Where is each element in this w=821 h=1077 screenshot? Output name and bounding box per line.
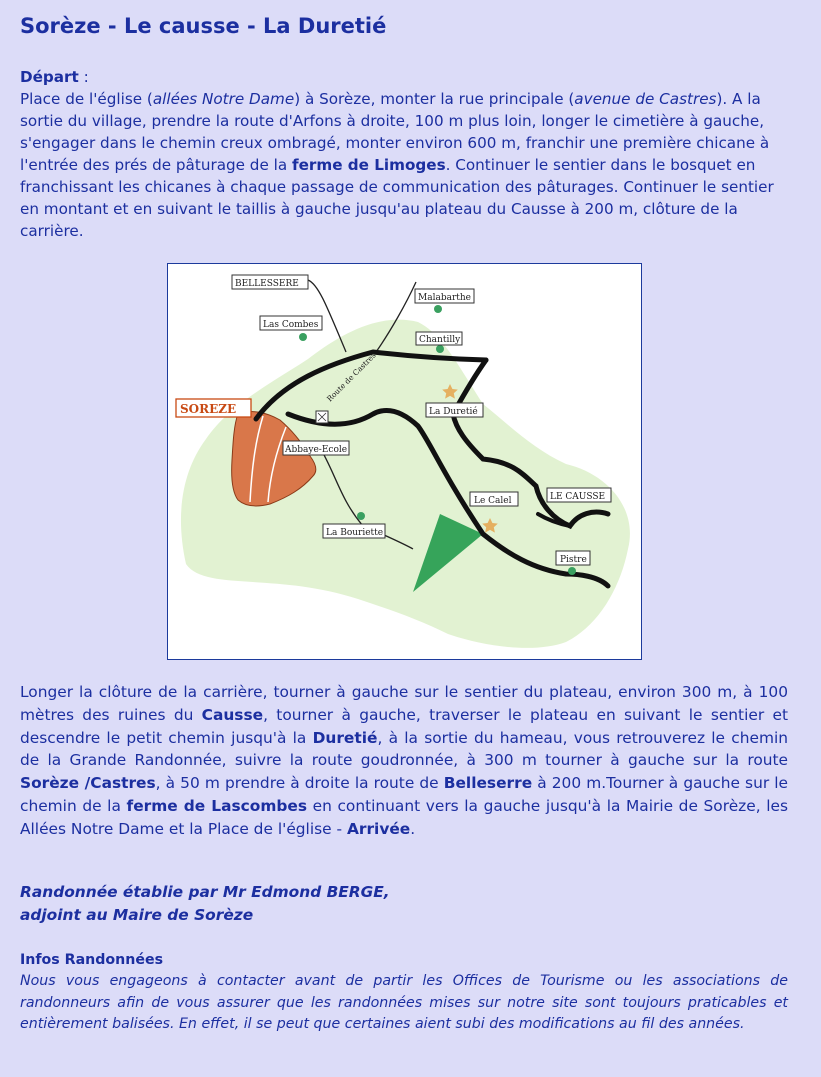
depart-bold-1: ferme de Limoges bbox=[291, 156, 446, 174]
route-bold-arrivee: Arrivée bbox=[346, 819, 411, 838]
route-text-2: , tourner à gauche, traverser le plateau en suivant le sentier et descendre le petit chemin jusqu'à la bbox=[20, 705, 788, 747]
depart-colon: : bbox=[78, 68, 89, 86]
depart-label: Départ bbox=[20, 68, 79, 86]
map-label-bellessere: BELLESSERE bbox=[235, 279, 299, 289]
map-label-las-combes: Las Combes bbox=[263, 320, 319, 330]
map-label-soreze: SOREZE bbox=[180, 402, 237, 416]
map-dot-pistre bbox=[568, 567, 576, 575]
infos-title: Infos Randonnées bbox=[20, 952, 164, 968]
depart-text-2: ) à Sorèze, monter la rue principale ( bbox=[294, 90, 575, 108]
map-dot-las-combes bbox=[299, 333, 307, 341]
route-text-5: à 200 m.Tourner à gauche sur le chemin de la bbox=[20, 774, 788, 815]
infos-text: Nous vous engageons à contacter avant de partir les Offices de Tourisme ou les associations de randonneurs afin de vous assurer que les randonnées mises sur notre site sont toujours praticables et entièrement balisées. En effet, il se peut que certaines aient subi des modifications au fil des années. bbox=[20, 973, 788, 1033]
depart-italic-2: avenue de Castres bbox=[574, 90, 717, 108]
route-paragraph bbox=[20, 681, 788, 841]
page-title: Sorèze - Le causse - La Duretié bbox=[20, 14, 387, 38]
map-label-chantilly: Chantilly bbox=[419, 335, 461, 345]
map-label-le-causse: LE CAUSSE bbox=[550, 492, 606, 502]
depart-italic-1: allées Notre Dame bbox=[152, 90, 295, 108]
map-label-le-calel: Le Calel bbox=[474, 496, 512, 506]
depart-text-3: ). A la sortie du village, prendre la route d'Arfons à droite, 100 m plus loin, longer le cimetière à gauche, s'engager dans le chemin creux ombragé, monter environ 600 m, franchir une première chicane à l'entrée des prés de pâturage de la bbox=[20, 90, 770, 174]
route-text-6: en continuant vers la gauche jusqu'à la Mairie de Sorèze, les Allées Notre Dame et la Place de l'église - bbox=[20, 796, 788, 838]
map-label-abbaye: Abbaye-Ecole bbox=[285, 445, 348, 455]
depart-text-4: . Continuer le sentier dans le bosquet en franchissant les chicanes à chaque passage de communication des pâturages. Continuer le sentier en montant et en suivant le taillis à gauche jusqu'au plateau du Causse à 200 m, clôture de la carrière. bbox=[20, 156, 774, 240]
map-label-pistre: Pistre bbox=[560, 555, 587, 565]
route-bold-causse: Causse bbox=[201, 705, 264, 724]
route-text-7: . bbox=[410, 819, 416, 838]
map-dot-chantilly bbox=[436, 345, 444, 353]
route-text-4: , à 50 m prendre à droite la route de bbox=[155, 774, 444, 793]
signature-line-1: Randonnée établie par Mr Edmond BERGE, bbox=[20, 883, 390, 901]
depart-paragraph bbox=[20, 66, 792, 242]
route-text-3: , à la sortie du hameau, vous retrouverez le chemin de la Grande Randonnée, suivre la route goudronnée, à 300 m tourner à gauche sur la route bbox=[20, 728, 788, 770]
map-label-malabarthe: Malabarthe bbox=[418, 293, 471, 303]
map-label-route-castres: Route de Castres bbox=[325, 350, 378, 404]
map-dot-bouriette bbox=[357, 512, 365, 520]
route-text-1: Longer la clôture de la carrière, tourner à gauche sur le sentier du plateau, environ 300 m, à 100 mètres des ruines du bbox=[20, 683, 788, 724]
signature-line-2: adjoint au Maire de Sorèze bbox=[20, 905, 254, 924]
route-map-svg bbox=[168, 264, 641, 659]
map-label-la-duretie: La Duretié bbox=[429, 407, 478, 417]
depart-text-1: Place de l'église ( bbox=[20, 90, 153, 108]
map-dot-malabarthe bbox=[434, 305, 442, 313]
route-bold-belleserre: Belleserre bbox=[443, 774, 533, 793]
route-bold-duretie: Duretié bbox=[312, 728, 378, 747]
route-map bbox=[167, 263, 642, 660]
route-bold-lascombes: ferme de Lascombes bbox=[126, 796, 308, 815]
map-label-la-bouriette: La Bouriette bbox=[326, 528, 384, 538]
route-bold-soreze-castres: Sorèze /Castres bbox=[20, 774, 156, 793]
signature bbox=[20, 881, 390, 927]
